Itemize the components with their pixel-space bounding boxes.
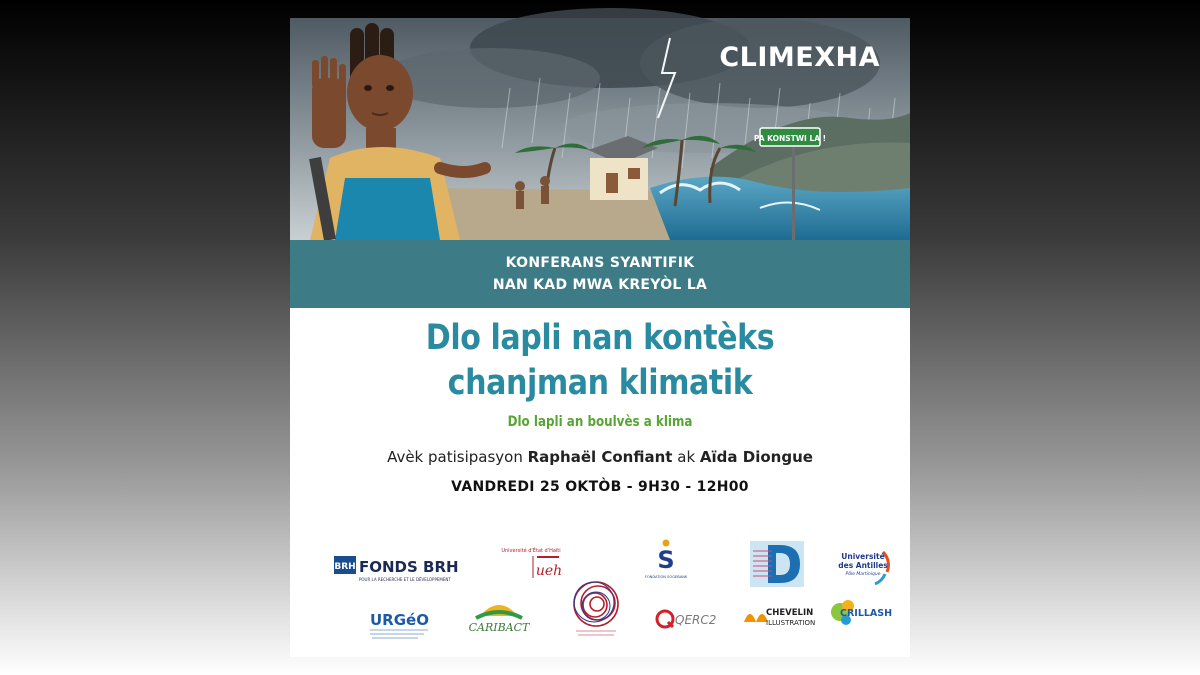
date-line: VANDREDI 25 OKTÒB - 9H30 - 12H00: [451, 479, 749, 495]
conference-band: [290, 240, 910, 308]
caribact-logo: [466, 594, 532, 636]
chevelin-line-2: ILLUSTRATION: [766, 619, 816, 627]
urgeo-logo: [366, 603, 436, 645]
sogebank-logo: [644, 538, 688, 582]
storm-illustration: [290, 18, 910, 240]
sogebank-caption: FONDATION SOGEBANK: [644, 575, 688, 579]
participation-prefix: Avèk patisipasyon: [387, 448, 523, 466]
fonds-brh-tagline: POUR LA RECHERCHE ET LE DÉVELOPPEMENT: [359, 577, 451, 582]
sogebank-mark: S: [657, 546, 675, 574]
speaker-2: Aïda Diongue: [699, 448, 813, 466]
ueh-mark: ueh: [535, 563, 563, 579]
univ-antilles-line-2: des Antilles: [838, 561, 888, 570]
subtitle: Dlo lapli an boulvès a klima: [507, 414, 693, 430]
crillash-name: CRILLASH: [840, 608, 893, 619]
fonds-brh-name: FONDS BRH: [359, 558, 459, 576]
crillash-logo: [830, 596, 893, 630]
ueh-top: Université d'État d'Haïti: [501, 548, 561, 554]
warning-sign-text: PA KONSTWI LA !: [753, 134, 827, 143]
participation-joiner: ak: [677, 448, 696, 466]
scribble-circle-logo: [568, 578, 624, 640]
urgeo-name: URGéO: [370, 611, 429, 629]
universite-des-antilles-logo: [835, 546, 891, 586]
chevelin-illustration-logo: [742, 602, 816, 632]
univ-antilles-line-1: Université: [841, 552, 885, 561]
brand-title: CLIMEXHA: [719, 42, 880, 73]
main-title-line-2: chanjman klimatik: [447, 363, 753, 403]
qerc2-name: QERC2: [675, 613, 717, 627]
chevelin-line-1: CHEVELIN: [766, 608, 814, 618]
main-title-line-1: Dlo lapli nan kontèks: [425, 318, 775, 358]
band-line-1: KONFERANS SYANTIFIK: [505, 255, 695, 271]
participation-line: [290, 448, 910, 466]
poster: [290, 18, 910, 657]
caribact-name: CARIBACT: [468, 621, 530, 634]
speaker-1: Raphaël Confiant: [527, 448, 673, 466]
ueh-logo: [495, 544, 567, 584]
band-line-2: NAN KAD MWA KREYÒL LA: [492, 277, 708, 293]
qerc2-logo: [655, 606, 719, 632]
univ-antilles-line-3: Pôle Martinique: [845, 572, 881, 577]
institution-d-logo: [750, 541, 804, 587]
fonds-brh-logo: [332, 550, 462, 586]
fonds-brh-mark: BRH: [334, 562, 356, 572]
